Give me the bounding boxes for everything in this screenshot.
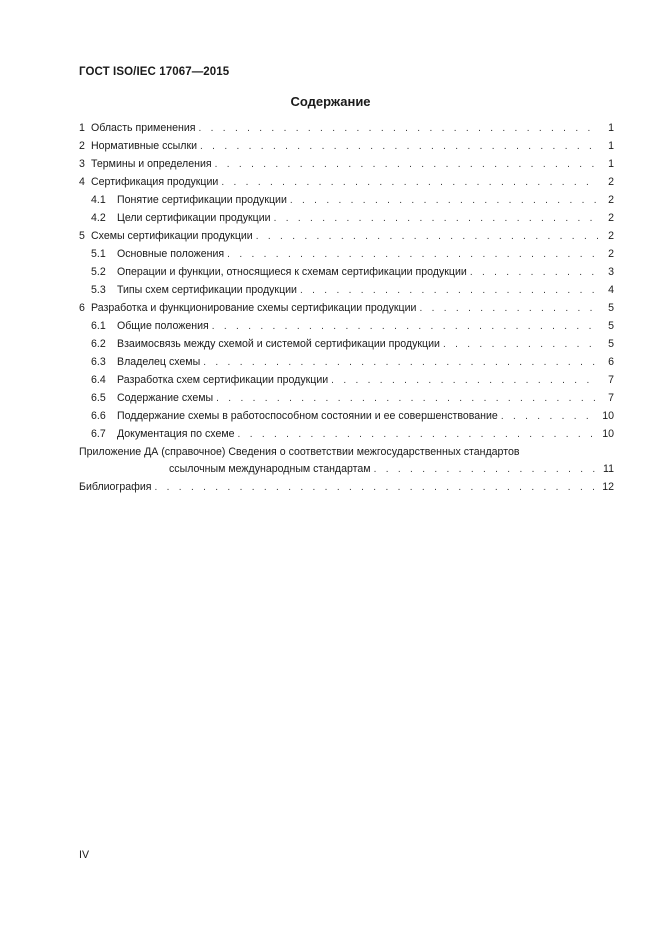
dot-leader — [470, 264, 599, 282]
toc-entry-text: Поддержание схемы в работоспособном состоянии и ее совершенствование — [117, 410, 498, 422]
dot-leader — [501, 408, 599, 426]
toc-entry-page: 3 — [608, 266, 614, 278]
toc-entry-page: 4 — [608, 284, 614, 296]
toc-entry-text: Владелец схемы — [117, 356, 201, 368]
toc-entry-5[interactable] — [79, 227, 614, 245]
toc-entry-number: 4.1 — [91, 194, 106, 206]
toc-entry-page: 1 — [608, 122, 614, 134]
toc-entry-number: 5 — [79, 230, 85, 242]
toc-entry-5-1[interactable] — [79, 245, 614, 263]
toc-entry-number: 2 — [79, 140, 85, 152]
toc-entry-page: 2 — [608, 230, 614, 242]
toc-entry-page: 10 — [602, 410, 614, 422]
toc-entry-1[interactable] — [79, 119, 614, 137]
toc-entry-text: Типы схем сертификации продукции — [117, 284, 297, 296]
document-code: ГОСТ ISO/IEC 17067—2015 — [79, 66, 230, 78]
toc-entry-4[interactable] — [79, 173, 614, 191]
toc-entry-page: 7 — [608, 374, 614, 386]
toc-entry-text: Цели сертификации продукции — [117, 212, 271, 224]
toc-entry-page: 2 — [608, 176, 614, 188]
toc-entry-number: 4.2 — [91, 212, 106, 224]
toc-entry-page: 5 — [608, 320, 614, 332]
toc-entry-number: 1 — [79, 122, 85, 134]
dot-leader — [216, 390, 599, 408]
toc-entry-page: 11 — [603, 463, 614, 475]
dot-leader — [256, 228, 599, 246]
toc-entry-3[interactable] — [79, 155, 614, 173]
toc-entry-number: 6.5 — [91, 392, 106, 404]
dot-leader — [215, 156, 599, 174]
toc-entry-6-3[interactable] — [79, 353, 614, 371]
toc-entry-text: Основные положения — [117, 248, 225, 260]
toc-entry-text: Понятие сертификации продукции — [117, 194, 287, 206]
toc-entry-text: Область применения — [91, 122, 196, 134]
dot-leader — [203, 354, 599, 372]
toc-entry-number: 6.4 — [91, 374, 106, 386]
toc-entry-number: 6.2 — [91, 338, 106, 350]
toc-entry-text: Схемы сертификации продукции — [91, 230, 253, 242]
toc-entry-text: Общие положения — [117, 320, 209, 332]
table-of-contents — [79, 119, 614, 496]
toc-entry-text: Документация по схеме — [117, 428, 235, 440]
toc-entry-5-2[interactable] — [79, 263, 614, 281]
toc-entry-number: 4 — [79, 176, 85, 188]
toc-entry-number: 6 — [79, 302, 85, 314]
toc-entry-bibliography[interactable] — [79, 478, 614, 496]
dot-leader — [374, 461, 599, 478]
toc-entry-number: 6.1 — [91, 320, 106, 332]
toc-entry-text: Термины и определения — [91, 158, 212, 170]
toc-entry-appendix[interactable] — [79, 443, 614, 478]
page-number: IV — [79, 849, 90, 861]
toc-entry-6[interactable] — [79, 299, 614, 317]
dot-leader — [300, 282, 599, 300]
dot-leader — [331, 372, 599, 390]
toc-entry-text: Библиография — [79, 481, 152, 493]
toc-entry-page: 1 — [608, 140, 614, 152]
toc-entry-text: Взаимосвязь между схемой и системой сертификации продукции — [117, 338, 440, 350]
toc-entry-6-4[interactable] — [79, 371, 614, 389]
dot-leader — [443, 336, 599, 354]
toc-entry-6-5[interactable] — [79, 389, 614, 407]
toc-entry-number: 6.6 — [91, 410, 106, 422]
toc-entry-page: 10 — [602, 428, 614, 440]
dot-leader — [200, 138, 599, 156]
toc-entry-number: 5.1 — [91, 248, 106, 260]
toc-entry-6-7[interactable] — [79, 425, 614, 443]
toc-entry-number: 6.7 — [91, 428, 106, 440]
dot-leader — [221, 174, 599, 192]
toc-entry-page: 5 — [608, 302, 614, 314]
toc-entry-page: 6 — [608, 356, 614, 368]
toc-entry-page: 7 — [608, 392, 614, 404]
toc-entry-5-3[interactable] — [79, 281, 614, 299]
toc-entry-2[interactable] — [79, 137, 614, 155]
dot-leader — [290, 192, 599, 210]
toc-entry-number: 3 — [79, 158, 85, 170]
toc-entry-6-2[interactable] — [79, 335, 614, 353]
toc-entry-text: Содержание схемы — [117, 392, 214, 404]
toc-entry-page: 1 — [608, 158, 614, 170]
toc-title: Содержание — [290, 94, 371, 109]
dot-leader — [419, 300, 599, 318]
dot-leader — [154, 479, 599, 497]
dot-leader — [274, 210, 599, 228]
toc-entry-number: 5.3 — [91, 284, 106, 296]
toc-entry-number: 6.3 — [91, 356, 106, 368]
toc-entry-page: 2 — [608, 248, 614, 260]
toc-entry-text: Разработка схем сертификации продукции — [117, 374, 329, 386]
dot-leader — [198, 120, 599, 138]
dot-leader — [227, 246, 599, 264]
toc-entry-text: Нормативные ссылки — [91, 140, 198, 152]
dot-leader — [212, 318, 599, 336]
toc-entry-page: 2 — [608, 194, 614, 206]
toc-entry-page: 5 — [608, 338, 614, 350]
dot-leader — [238, 426, 599, 444]
toc-entry-text: Сертификация продукции — [91, 176, 219, 188]
toc-entry-4-2[interactable] — [79, 209, 614, 227]
toc-entry-page: 2 — [608, 212, 614, 224]
toc-entry-6-6[interactable] — [79, 407, 614, 425]
toc-entry-number: 5.2 — [91, 266, 106, 278]
toc-entry-6-1[interactable] — [79, 317, 614, 335]
toc-entry-4-1[interactable] — [79, 191, 614, 209]
toc-entry-text: Операции и функции, относящиеся к схемам сертификации продукции — [117, 266, 467, 278]
appendix-title-line1: Приложение ДА (справочное) Сведения о соответствии межгосударственных стандартов — [79, 446, 520, 458]
toc-entry-page: 12 — [602, 481, 614, 493]
appendix-title-line2: ссылочным международным стандартам — [169, 463, 371, 475]
toc-entry-text: Разработка и функционирование схемы сертификации продукции — [91, 302, 417, 314]
